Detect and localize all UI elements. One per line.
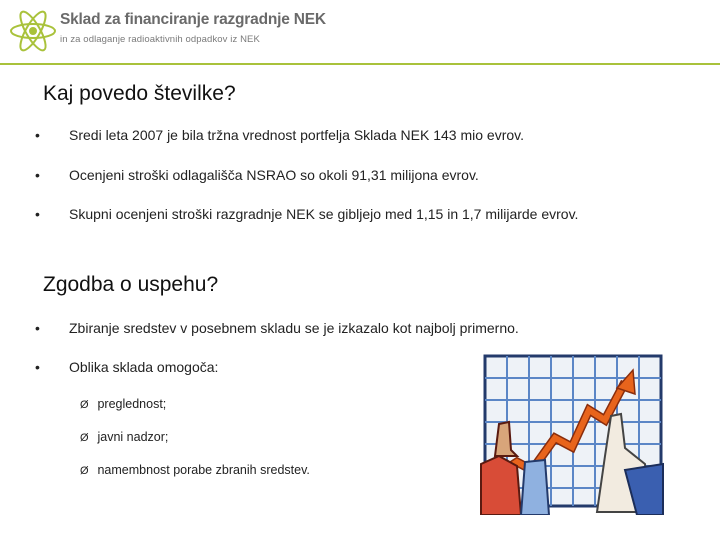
section-heading-success: Zgodba o uspehu? (43, 273, 219, 296)
sub-bullet-item (80, 430, 168, 444)
header-divider (0, 63, 720, 65)
bullet-text: Zbiranje sredstev v posebnem skladu se je izkazalo kot najbolj primerno. (69, 320, 519, 336)
bullet-text: Oblika sklada omogoča: (69, 359, 219, 375)
sub-bullet-item (80, 397, 166, 411)
bullet-marker: • (35, 206, 40, 222)
bullet-marker: • (35, 320, 40, 336)
sub-bullet-text: namembnost porabe zbranih sredstev. (97, 463, 310, 477)
arrow-bullet-icon: Ø (80, 432, 89, 444)
growth-chart-clipart (477, 352, 665, 515)
logo-atom-icon (8, 6, 58, 56)
bullet-marker: • (35, 359, 40, 375)
bullet-marker: • (35, 167, 40, 183)
header (0, 0, 720, 62)
sub-bullet-text: preglednost; (97, 397, 167, 411)
sub-bullet-item (80, 463, 310, 477)
bullet-text: Sredi leta 2007 je bila tržna vrednost portfelja Sklada NEK 143 mio evrov. (69, 127, 524, 143)
sub-bullet-text: javni nadzor; (97, 430, 169, 444)
bullet-text: Skupni ocenjeni stroški razgradnje NEK se gibljejo med 1,15 in 1,7 milijarde evrov. (69, 206, 579, 222)
bullet-text: Ocenjeni stroški odlagališča NSRAO so okoli 91,31 milijona evrov. (69, 167, 479, 183)
arrow-bullet-icon: Ø (80, 465, 89, 477)
logo-subtitle: in za odlaganje radioaktivnih odpadkov iz NEK (60, 34, 260, 45)
arrow-bullet-icon: Ø (80, 399, 89, 411)
section-heading-numbers: Kaj povedo številke? (43, 82, 236, 105)
logo-title: Sklad za financiranje razgradnje NEK (60, 11, 326, 28)
bullet-marker: • (35, 127, 40, 143)
